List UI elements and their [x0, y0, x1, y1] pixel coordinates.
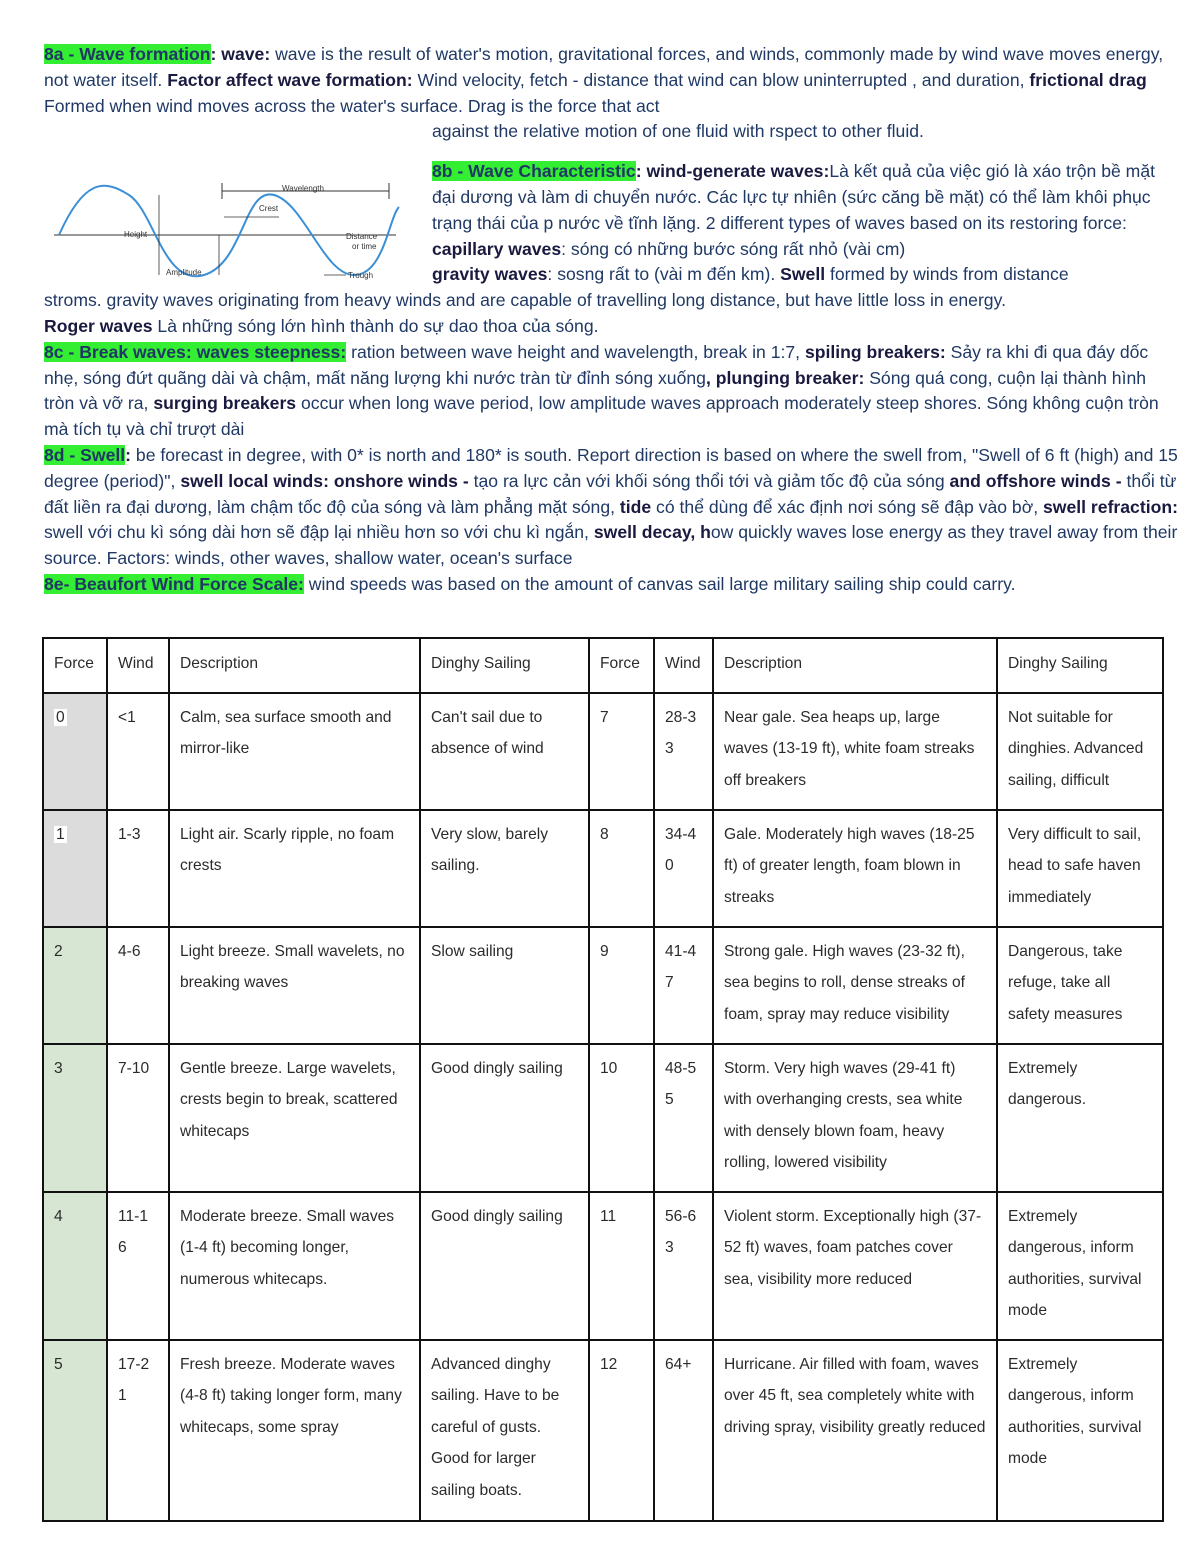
- text: Là những sóng lớn hình thành do sự dao thoa của sóng.: [152, 315, 599, 336]
- force-cell: 0: [43, 693, 107, 810]
- heading-8a: 8a - Wave formation: [44, 44, 211, 64]
- dinghy-cell: Extremely dangerous, inform authorities, survival mode: [997, 1340, 1163, 1521]
- wind-cell: 1-3: [107, 810, 169, 927]
- roger-waves: [44, 314, 1179, 340]
- description-cell: Near gale. Sea heaps up, large waves (13-19 ft), white foam streaks off breakers: [713, 693, 997, 810]
- force-cell: 8: [589, 810, 654, 927]
- text: ow quickly waves lose energy as they travel away from their source. Factors: winds, other waves, shallow water, ocean's surface: [44, 522, 1178, 569]
- term-swell-refraction: swell refraction:: [1043, 496, 1178, 517]
- text: tạo ra lực cản với khối sóng thổi tới và giảm tốc độ của sóng: [468, 470, 950, 491]
- header-wind: Wind: [107, 638, 169, 693]
- description-cell: Storm. Very high waves (29-41 ft) with overhanging crests, sea white with densely blown foam, heavy rolling, lowered visibility: [713, 1044, 997, 1192]
- wind-cell: <1: [107, 693, 169, 810]
- table-row: [43, 693, 1163, 810]
- table-row: [43, 810, 1163, 927]
- force-cell: 1: [43, 810, 107, 927]
- wind-cell: 48-5 5: [654, 1044, 713, 1192]
- table-row: [43, 1044, 1163, 1192]
- term-gravity-waves: gravity waves: [432, 264, 548, 285]
- header-wind: Wind: [654, 638, 713, 693]
- wind-cell: 41-4 7: [654, 927, 713, 1044]
- term-factor: Factor affect wave formation:: [167, 69, 413, 90]
- force-cell: 3: [43, 1044, 107, 1192]
- wind-cell: 11-1 6: [107, 1192, 169, 1340]
- wind-cell: 34-4 0: [654, 810, 713, 927]
- text: wave is the result of water's motion, gravitational forces, and winds, commonly made by wind wave moves energy, not water itself.: [44, 44, 1164, 90]
- wind-cell: 7-10: [107, 1044, 169, 1192]
- term-swell: Swell: [780, 264, 826, 285]
- colon: :: [125, 444, 132, 465]
- dinghy-cell: Very difficult to sail, head to safe haven immediately: [997, 810, 1163, 927]
- header-dinghy-sailing: Dinghy Sailing: [997, 638, 1163, 693]
- heading-8b: 8b - Wave Characteristic: [432, 161, 636, 182]
- term-swell-decay: swell decay, h: [593, 522, 711, 543]
- label-wavelength: Wavelength: [282, 184, 324, 194]
- text: ration between wave height and wavelength, break in 1:7,: [346, 341, 805, 362]
- colon: :: [635, 161, 642, 182]
- force-cell: 2: [43, 927, 107, 1044]
- text: có thể dùng để xác định nơi sóng sẽ đập vào bờ,: [651, 496, 1044, 517]
- table-row: [43, 1192, 1163, 1340]
- term-plunging-breaker: , plunging breaker:: [705, 367, 865, 388]
- wind-cell: 17-2 1: [107, 1340, 169, 1521]
- section-8d: [44, 443, 1179, 572]
- header-description: Description: [169, 638, 420, 693]
- text-continuation: against the relative motion of one fluid with rspect to other fluid.: [432, 121, 924, 142]
- table-row: [43, 1340, 1163, 1521]
- table-header-row: [43, 638, 1163, 693]
- wind-cell: 4-6: [107, 927, 169, 1044]
- wind-cell: 28-3 3: [654, 693, 713, 810]
- section-8c: [44, 340, 1179, 443]
- table-row: [43, 927, 1163, 1044]
- dinghy-cell: Extremely dangerous, inform authorities, survival mode: [997, 1192, 1163, 1340]
- header-description: Description: [713, 638, 997, 693]
- text: Wind velocity, fetch - distance that wind can blow uninterrupted , and duration,: [412, 69, 1030, 90]
- wave-diagram-svg: [54, 177, 404, 287]
- label-crest: Crest: [259, 204, 279, 214]
- text: Sóng quá cong, cuộn lại thành hình tròn và vỡ ra,: [44, 367, 1147, 414]
- description-cell: Hurricane. Air filled with foam, waves over 45 ft, sea completely white with driving spray, visibility greatly reduced: [713, 1340, 997, 1521]
- description-cell: Strong gale. High waves (23-32 ft), sea begins to roll, dense streaks of foam, spray may reduce visibility: [713, 927, 997, 1044]
- force-cell: 5: [43, 1340, 107, 1521]
- text-continuation: stroms. gravity waves originating from heavy winds and are capable of travelling long distance, but have little loss in energy.: [44, 290, 1006, 311]
- force-cell: 12: [589, 1340, 654, 1521]
- section-8a: [44, 42, 1179, 119]
- term-roger-waves: Roger waves: [44, 315, 153, 336]
- text: occur when long wave period, low amplitude waves approach moderately steep shores. Sóng không cuộn tròn mà tích tụ và chỉ trượt dài: [44, 393, 1159, 440]
- text: thổi từ đất liền ra đại dương, làm chậm tốc độ của sóng và làm phẳng mặt sóng,: [44, 470, 1177, 517]
- description-cell: Light breeze. Small wavelets, no breaking waves: [169, 927, 420, 1044]
- term-wave: wave:: [221, 44, 271, 64]
- term-offshore-winds: and offshore winds -: [949, 470, 1122, 491]
- label-or-time: or time: [352, 242, 377, 252]
- term-tide: tide: [619, 496, 652, 517]
- text: Sảy ra khi đi qua đáy dốc nhẹ, sóng đứt quãng dài và chậm, mất năng lượng khi nước tràn từ đỉnh sóng xuống: [44, 341, 1149, 388]
- heading-8c: 8c - Break waves: waves steepness:: [44, 341, 347, 362]
- beaufort-table: [42, 637, 1164, 1522]
- label-amplitude: Amplitude: [166, 268, 202, 278]
- dinghy-cell: Advanced dinghy sailing. Have to be careful of gusts. Good for larger sailing boats.: [420, 1340, 589, 1521]
- text: Formed when wind moves across the water's surface. Drag is the force that act: [44, 95, 660, 116]
- notes-body: [44, 42, 1179, 598]
- text: formed by winds from distance: [825, 264, 1069, 285]
- description-cell: Calm, sea surface smooth and mirror-like: [169, 693, 420, 810]
- colon: :: [210, 44, 217, 64]
- term-wind-generate-waves: wind-generate waves:: [641, 161, 830, 182]
- text: : sóng có những bước sóng rất nhỏ (vài cm): [561, 238, 906, 259]
- description-cell: Fresh breeze. Moderate waves (4-8 ft) taking longer form, many whitecaps, some spray: [169, 1340, 420, 1521]
- text: : sosng rất to (vài m đến km).: [547, 264, 781, 285]
- force-cell: 7: [589, 693, 654, 810]
- dinghy-cell: Very slow, barely sailing.: [420, 810, 589, 927]
- description-cell: Light air. Scarly ripple, no foam crests: [169, 810, 420, 927]
- text: wind speeds was based on the amount of canvas sail large military sailing ship could carry.: [303, 573, 1016, 594]
- wind-cell: 64+: [654, 1340, 713, 1521]
- header-dinghy-sailing: Dinghy Sailing: [420, 638, 589, 693]
- header-force: Force: [43, 638, 107, 693]
- force-cell: 11: [589, 1192, 654, 1340]
- force-cell: 10: [589, 1044, 654, 1192]
- text: Là kết quả của việc gió là xáo trộn bề mặt đại dương và làm di chuyển nước. Các lực tự nhiên (sức căng bề mặt) có thể làm khôi phục trạng thái của p nước về tĩnh lặng. 2 different types of waves based on its restoring force:: [432, 161, 1155, 233]
- section-8e: [44, 572, 1179, 598]
- text: be forecast in degree, with 0* is north and 180* is south. Report direction is based on where the swell from, "Swell of 6 ft (high) and 15 degree (period)",: [44, 444, 1178, 491]
- description-cell: Gale. Moderately high waves (18-25 ft) of greater length, foam blown in streaks: [713, 810, 997, 927]
- dinghy-cell: Dangerous, take refuge, take all safety measures: [997, 927, 1163, 1044]
- term-swell-local-winds: swell local winds: onshore winds -: [180, 470, 469, 491]
- force-cell: 4: [43, 1192, 107, 1340]
- dinghy-cell: Not suitable for dinghies. Advanced sailing, difficult: [997, 693, 1163, 810]
- heading-8e: 8e- Beaufort Wind Force Scale:: [44, 573, 304, 594]
- heading-8d: 8d - Swell: [44, 444, 126, 465]
- term-spiling-breakers: spiling breakers:: [804, 341, 946, 362]
- dinghy-cell: Good dingly sailing: [420, 1192, 589, 1340]
- term-surging-breakers: surging breakers: [153, 393, 297, 414]
- dinghy-cell: Extremely dangerous.: [997, 1044, 1163, 1192]
- dinghy-cell: Good dingly sailing: [420, 1044, 589, 1192]
- label-height: Height: [124, 230, 148, 240]
- wind-cell: 56-6 3: [654, 1192, 713, 1340]
- description-cell: Gentle breeze. Large wavelets, crests begin to break, scattered whitecaps: [169, 1044, 420, 1192]
- wave-diagram: [44, 161, 432, 287]
- label-distance: Distance: [346, 232, 378, 242]
- description-cell: Moderate breeze. Small waves (1-4 ft) becoming longer, numerous whitecaps.: [169, 1192, 420, 1340]
- label-trough: Trough: [348, 271, 374, 281]
- term-capillary-waves: capillary waves: [432, 238, 562, 259]
- term-frictional-drag: frictional drag: [1029, 69, 1147, 90]
- force-cell: 9: [589, 927, 654, 1044]
- description-cell: Violent storm. Exceptionally high (37-52 ft) waves, foam patches cover sea, visibility more reduced: [713, 1192, 997, 1340]
- text: swell với chu kì sóng dài hơn sẽ đập lại nhiều hơn so với chu kì ngắn,: [44, 522, 594, 543]
- dinghy-cell: Slow sailing: [420, 927, 589, 1044]
- header-force: Force: [589, 638, 654, 693]
- dinghy-cell: Can't sail due to absence of wind: [420, 693, 589, 810]
